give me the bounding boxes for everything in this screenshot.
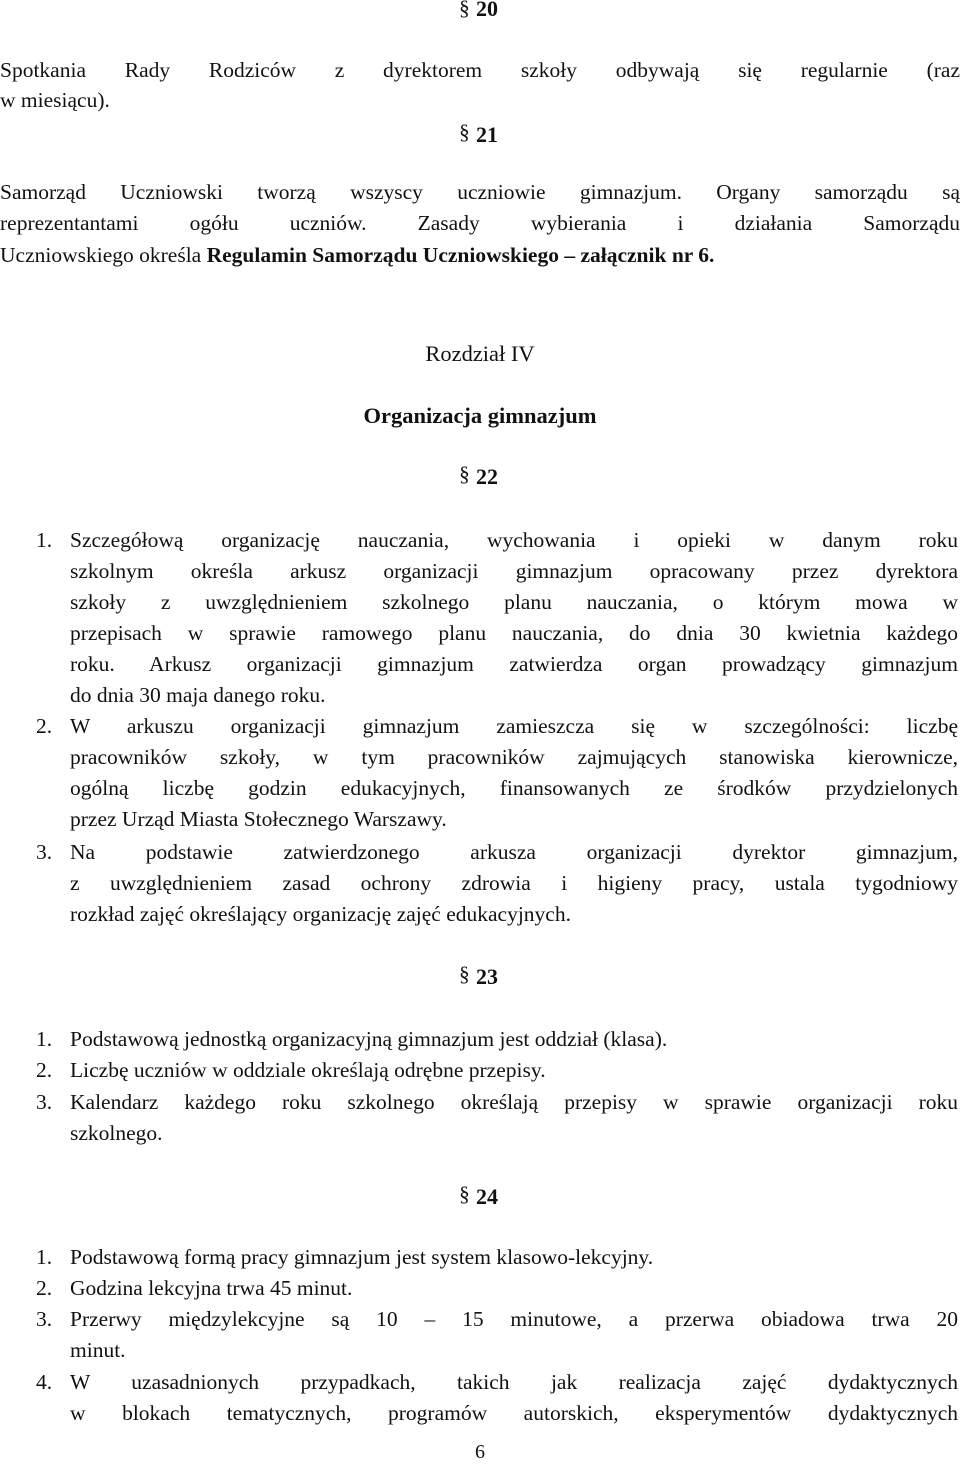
list-item-text: Szczegółową organizację nauczania, wychowania i opieki w danym roku — [70, 528, 958, 552]
list-number: 3. — [36, 840, 53, 864]
s21-line-2: reprezentantami ogółu uczniów. Zasady wybierania i działania Samorządu — [0, 211, 960, 235]
list-item-text: rozkład zajęć określający organizację zajęć edukacyjnych. — [70, 902, 571, 926]
list-item-text: Podstawową formą pracy gimnazjum jest system klasowo-lekcyjny. — [70, 1245, 654, 1269]
list-item-text: do dnia 30 maja danego roku. — [70, 683, 326, 707]
section-symbol: § — [459, 1182, 470, 1206]
page-number: 6 — [475, 1441, 485, 1463]
section-24-number: 24 — [476, 1184, 498, 1209]
list-item-text: Podstawową jednostką organizacyjną gimnazjum jest oddział (klasa). — [70, 1027, 668, 1051]
list-item-text: ogólną liczbę godzin edukacyjnych, finansowanych ze środków przydzielonych — [70, 776, 958, 800]
list-number: 3. — [36, 1090, 53, 1114]
chapter-subtitle: Organizacja gimnazjum — [363, 403, 597, 428]
list-item-text: Godzina lekcyjna trwa 45 minut. — [70, 1276, 353, 1300]
s21-line-3 — [0, 243, 960, 269]
chapter-title: Rozdział IV — [425, 341, 535, 366]
list-number: 2. — [36, 714, 53, 738]
list-item-text: przepisach w sprawie ramowego planu nauczania, do dnia 30 kwietnia każdego — [70, 621, 958, 645]
list-item-text: w blokach tematycznych, programów autorskich, eksperymentów dydaktycznych — [70, 1401, 958, 1425]
list-item-text: minut. — [70, 1338, 126, 1362]
list-item-text: W uzasadnionych przypadkach, takich jak realizacja zajęć dydaktycznych — [70, 1370, 958, 1394]
list-item-text: szkolnym określa arkusz organizacji gimnazjum opracowany przez dyrektora — [70, 559, 958, 583]
list-item-text: Na podstawie zatwierdzonego arkusza organizacji dyrektor gimnazjum, — [70, 840, 958, 864]
section-22-number: 22 — [476, 464, 498, 489]
s21-line-3-plain: Uczniowskiego określa — [0, 243, 207, 267]
list-item-text: szkoły z uwzględnieniem szkolnego planu nauczania, o którym mowa w — [70, 590, 958, 614]
list-item-text: przez Urząd Miasta Stołecznego Warszawy. — [70, 807, 447, 831]
list-item-text: Kalendarz każdego roku szkolnego określają przepisy w sprawie organizacji roku — [70, 1090, 958, 1114]
section-symbol: § — [459, 0, 470, 20]
list-item-text: Przerwy międzylekcyjne są 10 – 15 minutowe, a przerwa obiadowa trwa 20 — [70, 1307, 958, 1331]
list-item-text: pracowników szkoły, w tym pracowników zajmujących stanowiska kierownicze, — [70, 745, 958, 769]
section-21-number: 21 — [476, 122, 498, 147]
list-number: 2. — [36, 1276, 53, 1300]
list-number: 4. — [36, 1370, 53, 1394]
list-number: 2. — [36, 1058, 53, 1082]
list-item-text: Liczbę uczniów w oddziale określają odrębne przepisy. — [70, 1058, 546, 1082]
list-item-text: roku. Arkusz organizacji gimnazjum zatwierdza organ prowadzący gimnazjum — [70, 652, 958, 676]
list-item-text: W arkuszu organizacji gimnazjum zamieszcza się w szczególności: liczbę — [70, 714, 958, 738]
s21-line-1: Samorząd Uczniowski tworzą wszyscy uczniowie gimnazjum. Organy samorządu są — [0, 180, 960, 204]
section-symbol: § — [459, 462, 470, 486]
list-number: 1. — [36, 528, 53, 552]
list-number: 1. — [36, 1027, 53, 1051]
section-23-number: 23 — [476, 964, 498, 989]
list-number: 1. — [36, 1245, 53, 1269]
s20-line-2: w miesiącu). — [0, 88, 110, 112]
section-symbol: § — [459, 120, 470, 144]
s20-line-1: Spotkania Rady Rodziców z dyrektorem szkoły odbywają się regularnie (raz — [0, 58, 960, 82]
list-item-text: szkolnego. — [70, 1121, 163, 1145]
list-number: 3. — [36, 1307, 53, 1331]
regulation-reference: Regulamin Samorządu Uczniowskiego – załącznik nr 6. — [206, 243, 715, 267]
section-20-number: 20 — [476, 0, 498, 21]
list-item-text: z uwzględnieniem zasad ochrony zdrowia i higieny pracy, ustala tygodniowy — [70, 871, 958, 895]
section-symbol: § — [459, 962, 470, 986]
